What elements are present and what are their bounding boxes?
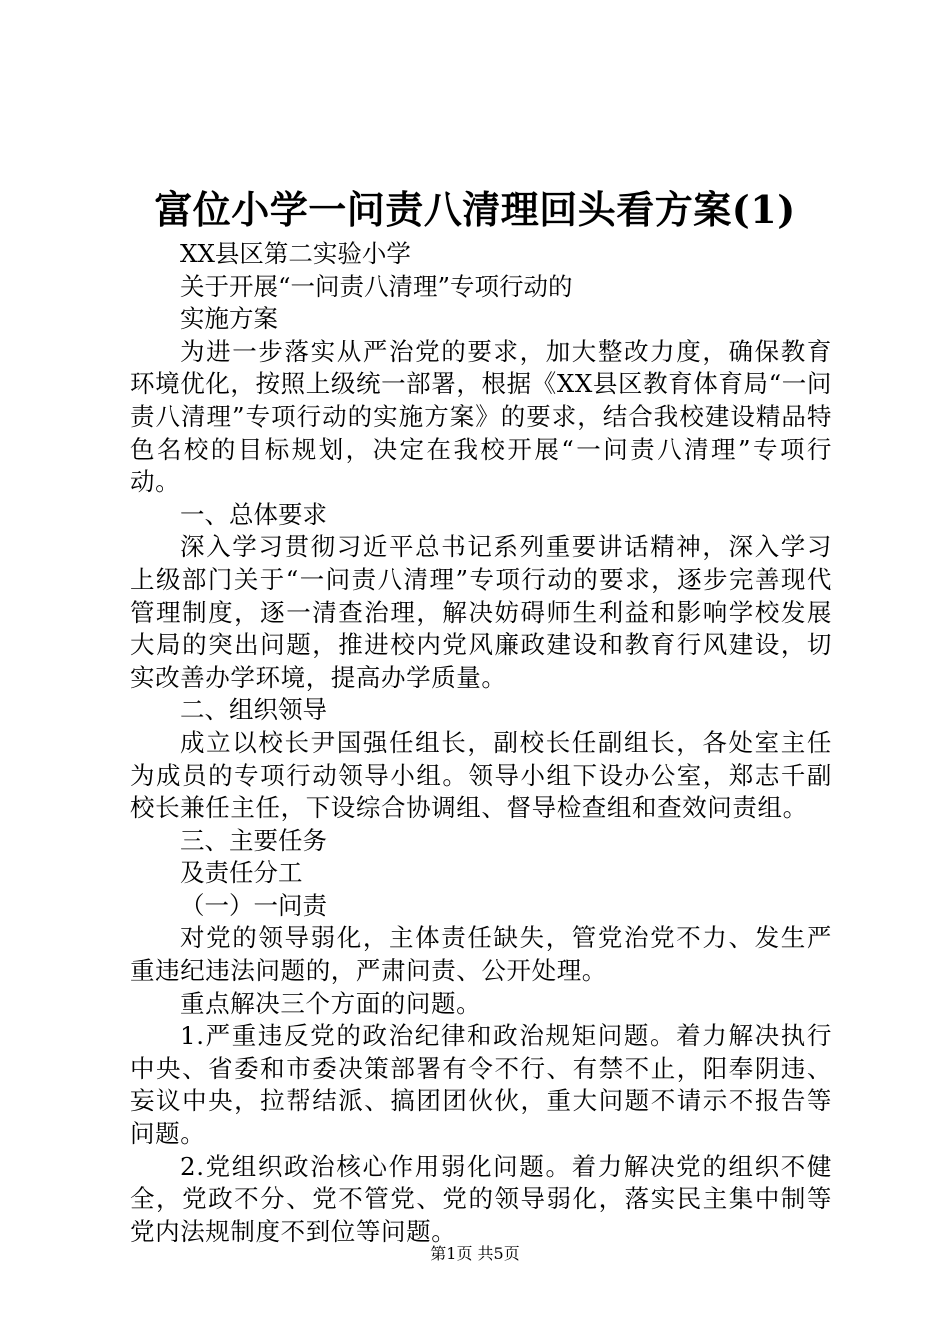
heading-line-subject: 关于开展“一问责八清理”专项行动的 [180,271,573,301]
section-heading-organization: 二、组织领导 [180,695,327,725]
item-1-paragraph: 1.严重违反党的政治纪律和政治规矩问题。着力解决执行中央、省委和市委决策部署有令不行、有禁不止，阳奉阴违、妄议中央，拉帮结派、搞团团伙伙，重大问题不请示不报告等问题。 [130,1021,832,1149]
subsection-heading-accountability: （一）一问责 [180,890,327,920]
item-2-paragraph: 2.党组织政治核心作用弱化问题。着力解决党的组织不健全，党政不分、党不管党、党的领导弱化，落实民主集中制等党内法规制度不到位等问题。 [130,1151,832,1246]
section-heading-tasks: 三、主要任务 [180,825,327,855]
accountability-paragraph: 对党的领导弱化，主体责任缺失，管党治党不力、发生严重违纪违法问题的，严肃问责、公开处理。 [130,923,832,986]
heading-line-school: XX县区第二实验小学 [180,239,411,268]
section-heading-responsibility: 及责任分工 [180,858,303,888]
focus-paragraph: 重点解决三个方面的问题。 [180,988,482,1018]
page-footer: 第1页 共5页 [430,1244,520,1263]
section-heading-overall: 一、总体要求 [180,499,327,529]
organization-paragraph: 成立以校长尹国强任组长，副校长任副组长，各处室主任为成员的专项行动领导小组。领导小组下设办公室，郑志千副校长兼任主任，下设综合协调组、督导检查组和查效问责组。 [130,727,832,823]
overall-requirements-paragraph: 深入学习贯彻习近平总书记系列重要讲话精神，深入学习上级部门关于“一问责八清理”专项行动的要求，逐步完善现代管理制度，逐一清查治理，解决妨碍师生利益和影响学校发展大局的突出问题，推进校内党风廉政建设和教育行风建设，切实改善办学环境，提高办学质量。 [130,532,832,692]
intro-paragraph: 为进一步落实从严治党的要求，加大整改力度，确保教育环境优化，按照上级统一部署，根据《XX县区教育体育局“一问责八清理”专项行动的实施方案》的要求，结合我校建设精品特色名校的目标规划，决定在我校开展“一问责八清理”专项行动。 [130,336,832,497]
heading-line-plan: 实施方案 [180,304,278,334]
document-body [130,238,832,1248]
document-title: 富位小学一问责八清理回头看方案(1) [154,187,796,232]
